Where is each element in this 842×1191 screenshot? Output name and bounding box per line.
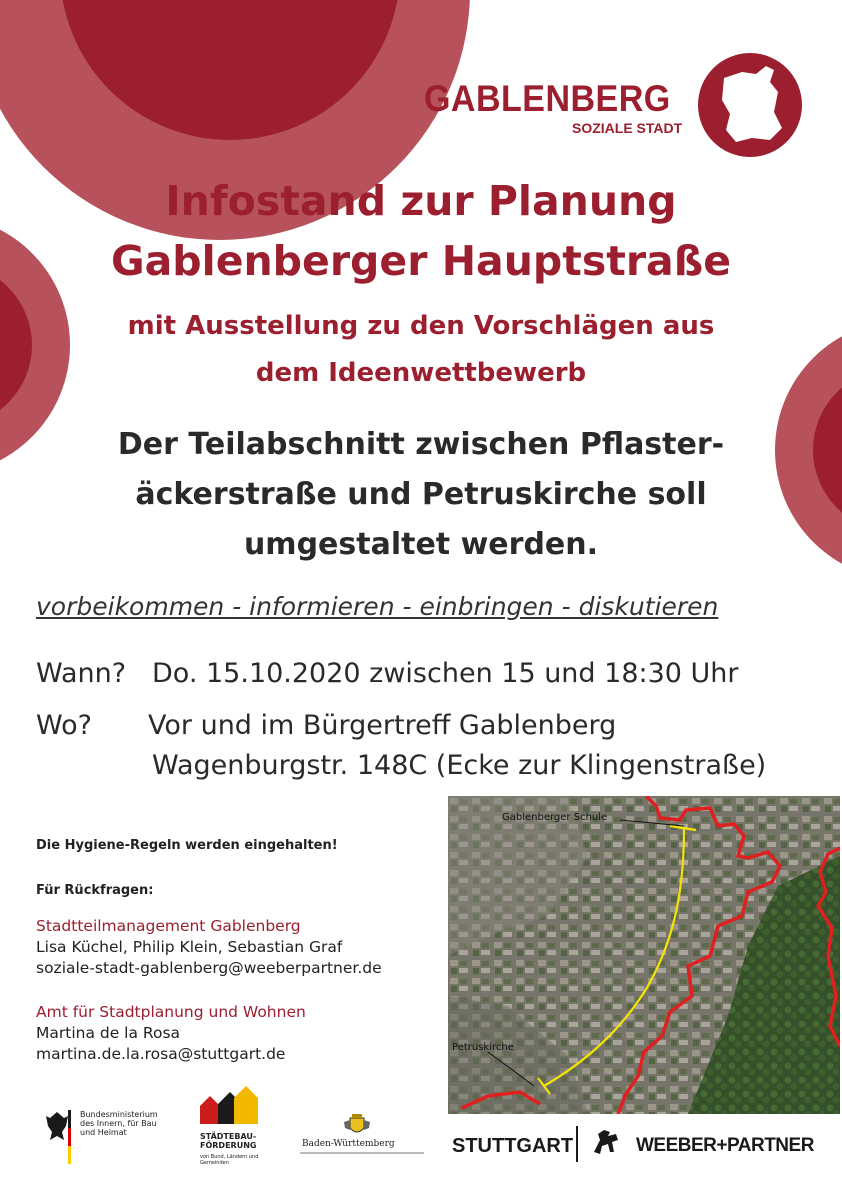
subtitle-line-1: mit Ausstellung zu den Vorschlägen aus [127,311,715,341]
contact-1-names: Lisa Küchel, Philip Klein, Sebastian Graf [36,938,343,956]
bmi-text [80,1110,158,1137]
contact-2-heading: Amt für Stadtplanung und Wohnen [36,1003,306,1021]
contact-1-email[interactable]: soziale-stadt-gablenberg@weeberpartner.de [36,959,382,977]
contact-2-email[interactable]: martina.de.la.rosa@stuttgart.de [36,1045,286,1063]
contact-block-1 [36,916,382,979]
staedtebau-line-1: STÄDTEBAU- [200,1132,257,1141]
weeber-partner-logo: WEEBER+PARTNER [636,1135,814,1156]
stuttgart-logo: STUTTGART [452,1135,574,1157]
logo-wordmark: GABLENBERG [424,78,671,119]
where-label: Wo? [36,710,92,741]
contact-block-2 [36,1002,306,1065]
lead-line-2: äckerstraße und Petruskirche soll [135,477,707,512]
subtitle-line-2: dem Ideenwettbewerb [255,358,587,388]
bmi-line-2: des Innern, für Bau [80,1119,157,1128]
headline-line-1: Infostand zur Planung [165,177,677,225]
logo-subtitle: SOZIALE STADT [572,120,683,136]
aerial-map-image [448,796,840,1114]
when-label: Wann? [36,658,127,689]
questions-heading: Für Rückfragen: [36,883,154,898]
staedtebau-small: von Bund, Ländern und Gemeinden [200,1154,259,1166]
tagline: vorbeikommen - informieren - einbringen - diskutieren [36,592,719,621]
bmi-line-1: Bundesministerium [80,1110,158,1119]
federal-eagle-logo [42,1108,72,1168]
aerial-map [448,796,840,1114]
where-value-line-1: Vor und im Bürgertreff Gablenberg [148,710,617,741]
staedtebau-line-2: FÖRDERUNG [200,1141,257,1150]
staedtebau-text [200,1132,256,1150]
staedtebau-logo-houses [198,1084,262,1126]
where-value-line-2: Wagenburgstr. 148C (Ecke zur Klingenstraße) [152,750,767,781]
bw-text: Baden-Württemberg [302,1139,395,1149]
map-label-school: Gablenberger Schule [502,812,608,823]
hygiene-note: Die Hygiene-Regeln werden eingehalten! [36,838,338,853]
bmi-line-3: und Heimat [80,1128,127,1137]
bw-coat-of-arms [342,1112,372,1138]
when-value: Do. 15.10.2020 zwischen 15 und 18:30 Uhr [152,658,739,689]
bw-rule [300,1152,424,1154]
lead-line-1: Der Teilabschnitt zwischen Pflaster- [117,427,725,462]
contact-1-heading: Stadtteilmanagement Gablenberg [36,917,301,935]
contact-2-names: Martina de la Rosa [36,1024,181,1042]
map-label-church: Petruskirche [452,1042,514,1053]
sponsor-divider [576,1126,578,1162]
lead-line-3: umgestaltet werden. [243,527,599,562]
headline-line-2: Gablenberger Hauptstraße [110,237,732,285]
stuttgart-horse-icon [590,1126,622,1158]
